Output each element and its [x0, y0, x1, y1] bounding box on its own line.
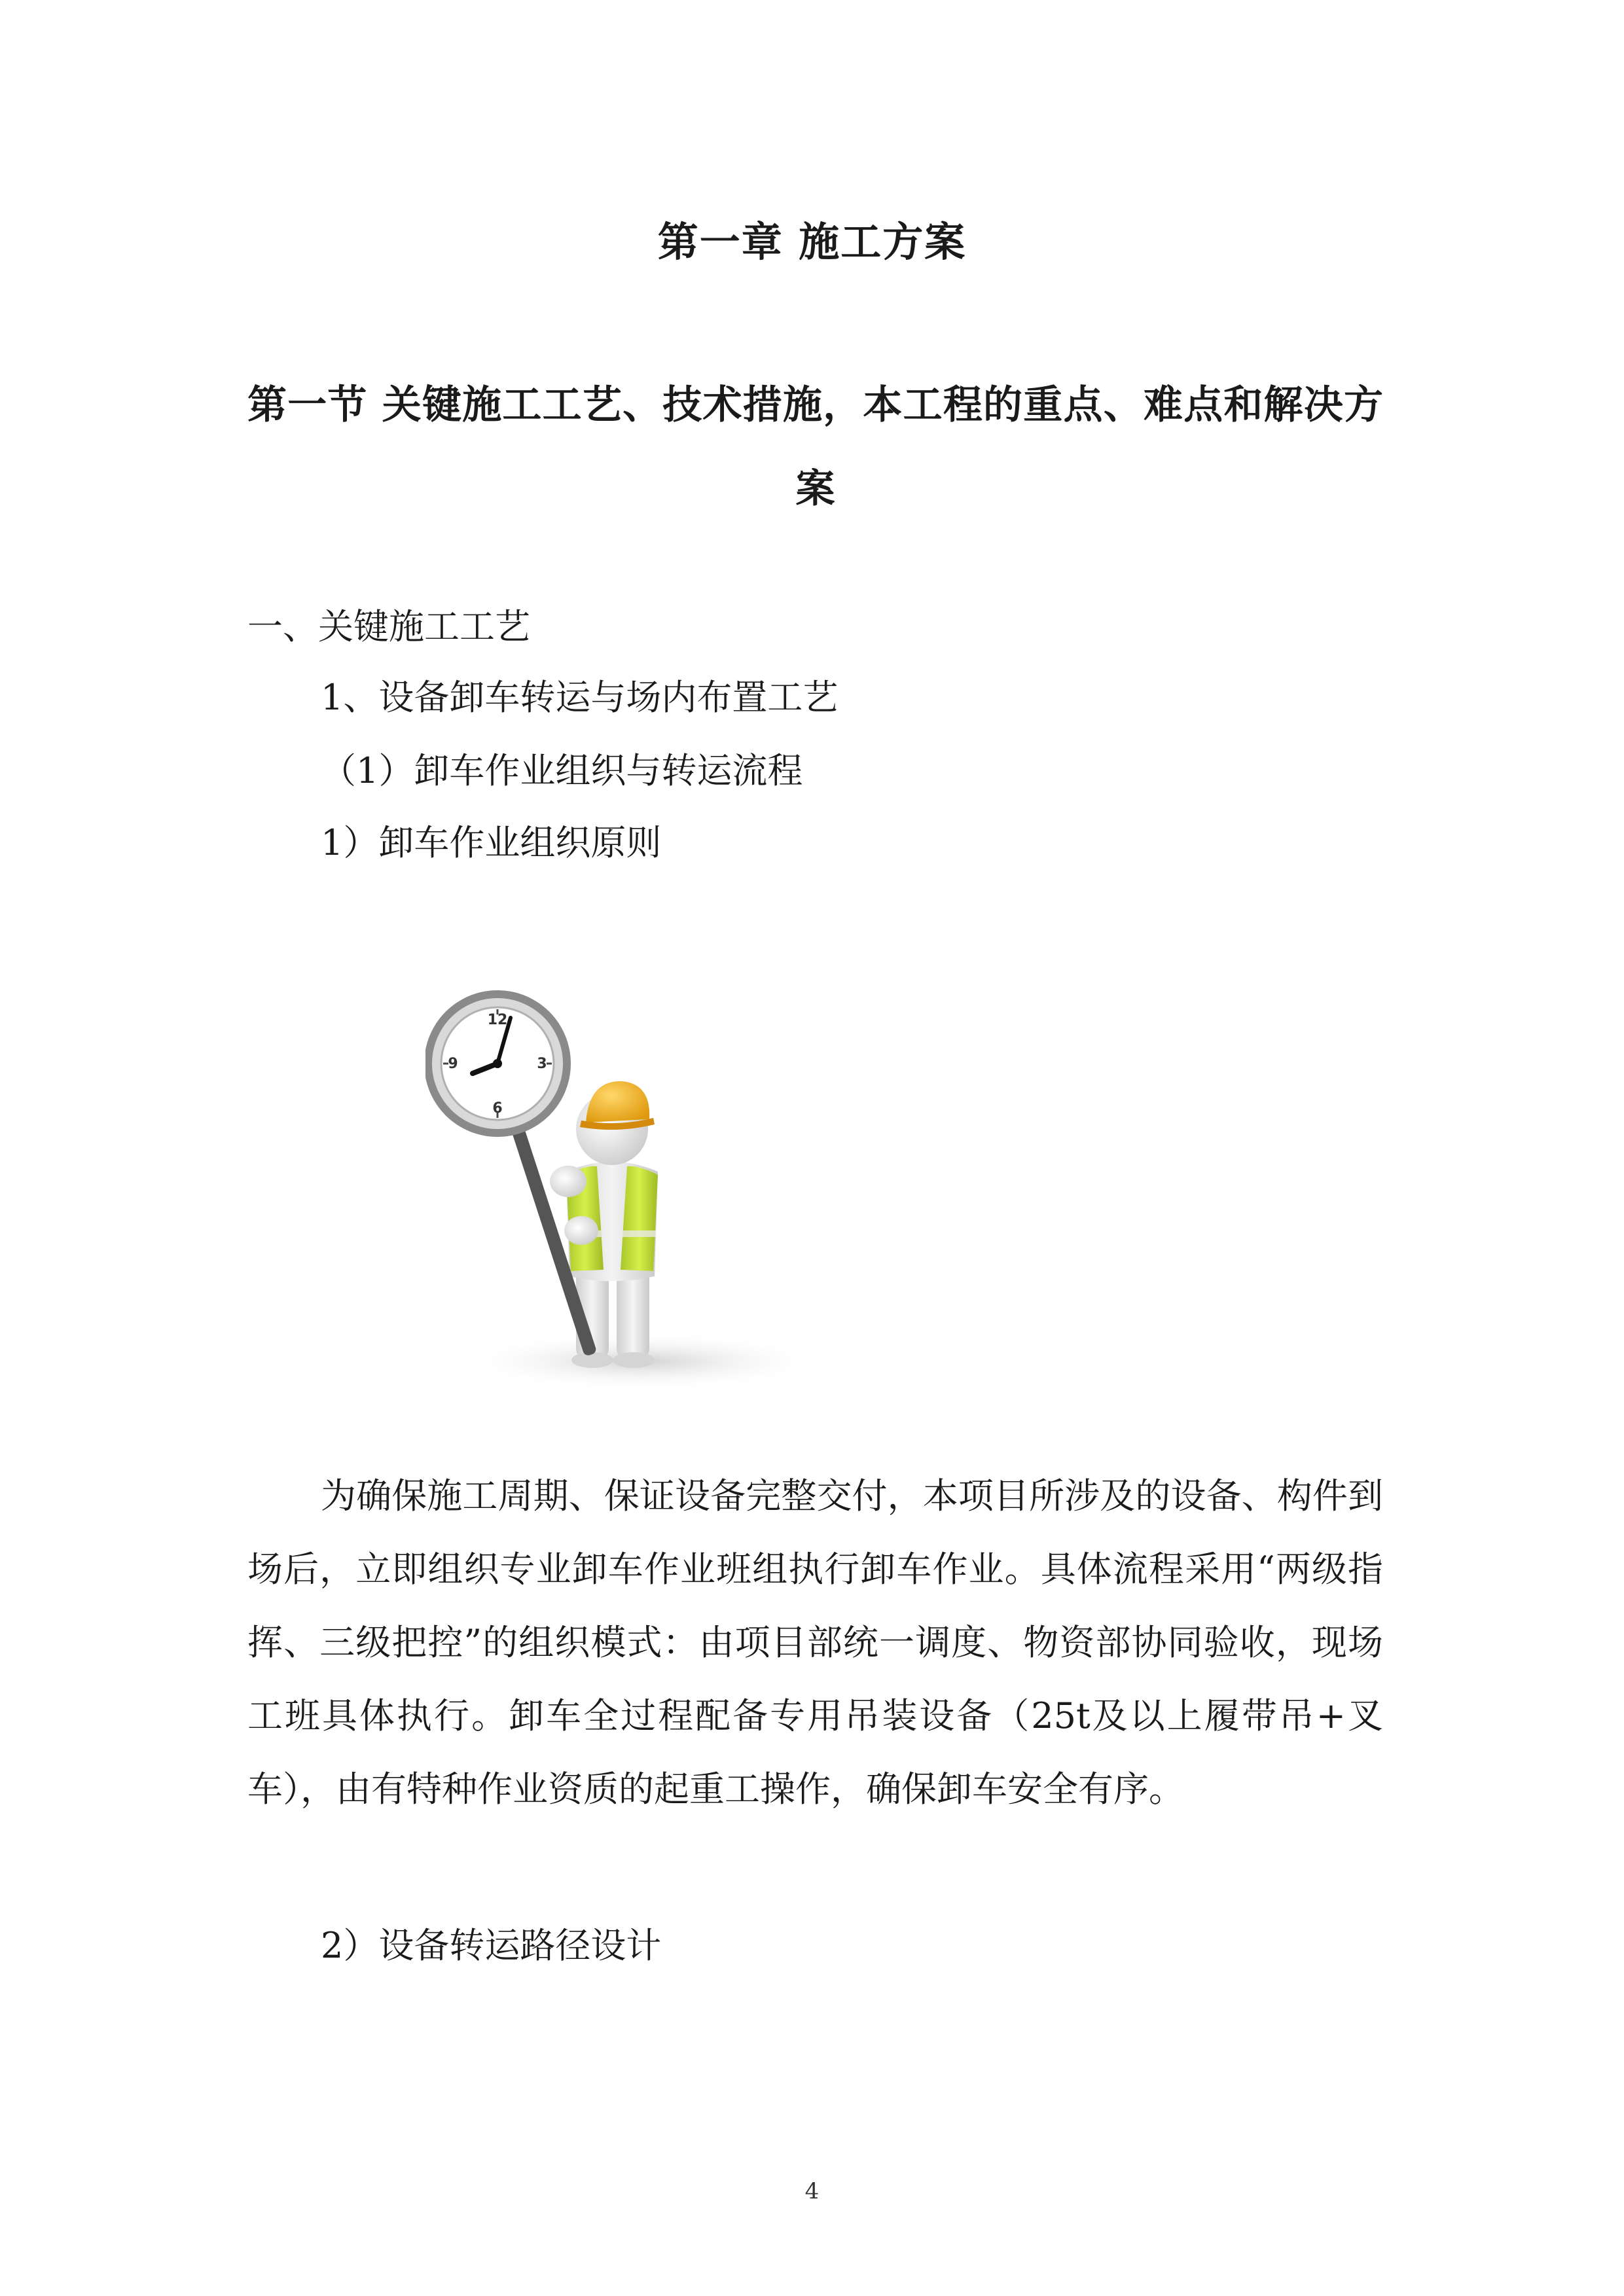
heading-level-1: 一、关键施工工艺 [247, 606, 530, 647]
heading-level-4-second: 2）设备转运路径设计 [321, 1925, 662, 1966]
body-paragraph: 为确保施工周期、保证设备完整交付，本项目所涉及的设备、构件到场后，立即组织专业卸车作业班组执行卸车作业。具体流程采用“两级指挥、三级把控”的组织模式：由项目部统一调度、物资部协同验收，现场工班具体执行。卸车全过程配备专用吊装设备（25t及以上履带吊+叉车），由有特种作业资质的起重工操作，确保卸车安全有序。 [247, 1475, 1383, 1810]
clock-number-12: 12 [487, 1012, 508, 1028]
heading-level-4: 1）卸车作业组织原则 [321, 822, 662, 863]
chapter-title: 第一章 施工方案 [657, 218, 967, 266]
worker-with-clock-illustration [425, 956, 831, 1414]
clock-number-3: 3 [537, 1056, 547, 1072]
page-number: 4 [804, 2178, 820, 2204]
heading-level-3: （1）卸车作业组织与转运流程 [321, 750, 803, 791]
section-title: 第一节 关键施工工艺、技术措施，本工程的重点、难点和解决方案 [247, 382, 1383, 512]
clock-icon [425, 990, 571, 1137]
clock-number-6: 6 [492, 1100, 503, 1117]
clock-number-9: 9 [448, 1056, 458, 1072]
heading-level-2: 1、设备卸车转运与场内布置工艺 [321, 677, 839, 718]
hard-hat-icon [586, 1081, 649, 1122]
